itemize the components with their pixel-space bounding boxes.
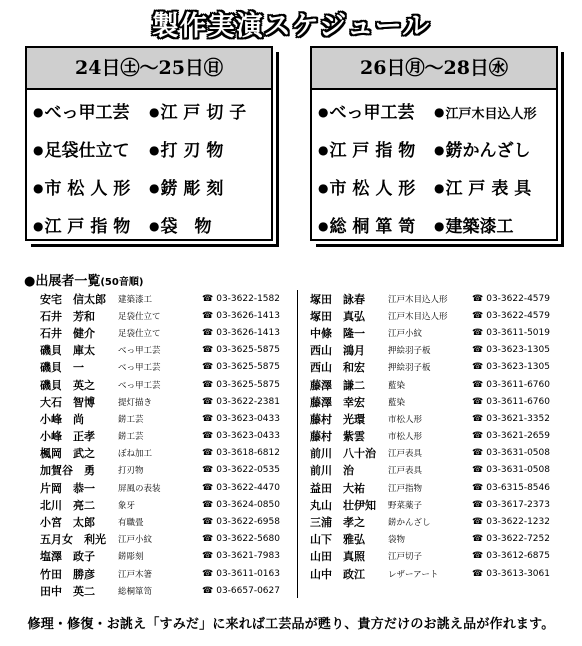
exhibitor-phone: 03-3625-5875 — [216, 379, 280, 390]
exhibitor-phone: 03-6315-8546 — [486, 482, 550, 493]
footer-message: 修理・修復・お誂え「すみだ」に来れば工芸品が甦り、貴方だけのお誂え品が作れます。 — [27, 617, 555, 632]
exhibitor-craft: 有職畳 — [118, 518, 144, 529]
exhibitor-phone: 03-3622-4579 — [486, 310, 550, 321]
exhibitor-row — [310, 428, 570, 445]
exhibitor-craft: 江戸表具 — [388, 466, 423, 477]
exhibitor-name: 藤村 光環 — [310, 412, 365, 426]
exhibitor-row — [40, 513, 300, 530]
exhibitor-phone: 03-3622-4579 — [486, 293, 550, 304]
phone-icon: ☎ — [202, 345, 214, 356]
exhibitor-column-right — [310, 290, 570, 582]
exhibitor-name: 五月女 利光 — [40, 533, 106, 547]
exhibitor-craft: 錺工芸 — [118, 414, 144, 425]
phone-icon: ☎ — [472, 345, 484, 356]
exhibitor-row — [310, 290, 570, 307]
exhibitor-phone: 03-3621-3352 — [486, 413, 550, 424]
exhibitor-craft: 藍染 — [388, 380, 406, 391]
phone-icon: ☎ — [472, 551, 484, 562]
exhibitor-craft: ぼね加工 — [118, 449, 153, 460]
phone-icon: ☎ — [472, 448, 484, 459]
column-divider — [297, 290, 298, 598]
phone-icon: ☎ — [472, 310, 484, 321]
schedule-period: 26日㊊～28日㊌ — [312, 48, 556, 90]
exhibitor-name: 丸山 壮伊知 — [310, 498, 376, 512]
exhibitor-phone: 03-3622-1582 — [216, 293, 280, 304]
phone-icon: ☎ — [202, 465, 214, 476]
exhibitor-phone: 03-3611-6760 — [486, 396, 550, 407]
phone-icon: ☎ — [472, 482, 484, 493]
craft-item: ●総 桐 箪 笥 — [318, 217, 416, 237]
exhibitor-craft: べっ甲工芸 — [118, 363, 161, 374]
exhibitor-list-heading: ●出展者一覧(50音順) — [24, 274, 144, 289]
exhibitor-name: 益田 大祐 — [310, 481, 365, 495]
page-title: 製作実演スケジュール — [151, 11, 431, 42]
exhibitor-craft: 総桐箪笥 — [118, 586, 153, 597]
exhibitor-row — [40, 582, 300, 599]
phone-icon: ☎ — [202, 499, 214, 510]
exhibitor-phone: 03-3617-2373 — [486, 499, 550, 510]
craft-item: ●江 戸 切 子 — [149, 103, 247, 123]
phone-icon: ☎ — [202, 310, 214, 321]
exhibitor-row — [310, 307, 570, 324]
phone-icon: ☎ — [472, 379, 484, 390]
exhibitor-name: 塚田 詠春 — [310, 292, 365, 306]
phone-icon: ☎ — [202, 585, 214, 596]
exhibitor-phone: 03-3622-0535 — [216, 465, 280, 476]
exhibitor-row — [310, 410, 570, 427]
exhibitor-phone: 03-3622-6958 — [216, 517, 280, 528]
phone-icon: ☎ — [472, 534, 484, 545]
phone-icon: ☎ — [202, 379, 214, 390]
exhibitor-craft: 野菜薬子 — [388, 500, 423, 511]
bullet-icon: ● — [24, 274, 36, 289]
exhibitor-phone: 03-3611-0163 — [216, 568, 280, 579]
exhibitor-row — [40, 445, 300, 462]
exhibitor-name: 西山 和宏 — [310, 361, 365, 375]
craft-item: ●打 刃 物 — [149, 141, 224, 161]
exhibitor-phone: 03-3622-7252 — [486, 534, 550, 545]
exhibitor-phone: 03-6657-0627 — [216, 585, 280, 596]
phone-icon: ☎ — [472, 465, 484, 476]
exhibitor-craft: 足袋仕立て — [118, 311, 161, 322]
exhibitor-name: 塩澤 政子 — [40, 550, 95, 564]
exhibitor-craft: べっ甲工芸 — [118, 380, 161, 391]
craft-grid — [27, 90, 271, 248]
phone-icon: ☎ — [202, 482, 214, 493]
phone-icon: ☎ — [472, 362, 484, 373]
exhibitor-craft: 藍染 — [388, 397, 406, 408]
exhibitor-phone: 03-3623-1305 — [486, 362, 550, 373]
exhibitor-name: 磯貝 英之 — [40, 378, 95, 392]
exhibitor-name: 磯貝 一 — [40, 361, 84, 375]
exhibitor-name: 小宮 太郎 — [40, 516, 95, 530]
exhibitor-craft: 錺かんざし — [388, 518, 431, 529]
phone-icon: ☎ — [202, 327, 214, 338]
exhibitor-name: 片岡 恭一 — [40, 481, 95, 495]
schedule-box-weekdays — [310, 46, 558, 241]
exhibitor-name: 前川 八十治 — [310, 447, 376, 461]
exhibitor-phone: 03-3623-1305 — [486, 345, 550, 356]
craft-item: ●江 戸 表 具 — [434, 179, 532, 199]
exhibitor-name: 藤澤 幸宏 — [310, 395, 365, 409]
exhibitor-craft: 象牙 — [118, 500, 136, 511]
exhibitor-phone: 03-3625-5875 — [216, 362, 280, 373]
exhibitor-phone: 03-3612-6875 — [486, 551, 550, 562]
exhibitor-phone: 03-3624-0850 — [216, 499, 280, 510]
exhibitor-name: 藤村 紫雲 — [310, 430, 365, 444]
phone-icon: ☎ — [202, 534, 214, 545]
craft-item: ●錺かんざし — [434, 141, 531, 161]
exhibitor-name: 中條 隆一 — [310, 326, 365, 340]
phone-icon: ☎ — [472, 396, 484, 407]
exhibitor-row — [310, 479, 570, 496]
phone-icon: ☎ — [202, 362, 214, 373]
exhibitor-craft: 打刃物 — [118, 466, 144, 477]
schedule-box-weekend — [25, 46, 273, 241]
exhibitor-name: 加賀谷 勇 — [40, 464, 95, 478]
exhibitor-craft: 江戸表具 — [388, 449, 423, 460]
exhibitor-row — [40, 531, 300, 548]
exhibitor-row — [310, 565, 570, 582]
exhibitor-craft: 建築漆工 — [118, 294, 153, 305]
exhibitor-row — [40, 290, 300, 307]
exhibitor-craft: 市松人形 — [388, 414, 423, 425]
exhibitor-name: 田中 英二 — [40, 584, 95, 598]
phone-icon: ☎ — [202, 431, 214, 442]
exhibitor-name: 西山 鴻月 — [310, 344, 365, 358]
exhibitor-row — [40, 342, 300, 359]
craft-item: ●べっ甲工芸 — [318, 103, 415, 123]
exhibitor-craft: 江戸小紋 — [118, 535, 153, 546]
exhibitor-row — [40, 307, 300, 324]
exhibitor-phone: 03-3625-5875 — [216, 345, 280, 356]
exhibitor-row — [40, 410, 300, 427]
exhibitor-name: 磯貝 庫太 — [40, 344, 95, 358]
exhibitor-craft: 錺彫刻 — [118, 552, 144, 563]
exhibitor-row — [40, 428, 300, 445]
exhibitor-row — [40, 359, 300, 376]
exhibitor-phone: 03-3622-4470 — [216, 482, 280, 493]
phone-icon: ☎ — [472, 413, 484, 424]
exhibitor-row — [310, 496, 570, 513]
exhibitor-row — [310, 531, 570, 548]
exhibitor-phone: 03-3631-0508 — [486, 448, 550, 459]
phone-icon: ☎ — [472, 568, 484, 579]
craft-item: ●足袋仕立て — [33, 141, 130, 161]
exhibitor-phone: 03-3622-2381 — [216, 396, 280, 407]
exhibitor-craft: 錺工芸 — [118, 432, 144, 443]
exhibitor-craft: 江戸木目込人形 — [388, 294, 448, 305]
exhibitor-craft: 提灯描き — [118, 397, 153, 408]
exhibitor-name: 石井 健介 — [40, 326, 95, 340]
exhibitor-name: 山中 政江 — [310, 567, 365, 581]
exhibitor-row — [310, 462, 570, 479]
exhibitor-phone: 03-3618-6812 — [216, 448, 280, 459]
exhibitor-row — [310, 548, 570, 565]
phone-icon: ☎ — [202, 293, 214, 304]
exhibitor-row — [310, 513, 570, 530]
phone-icon: ☎ — [472, 431, 484, 442]
exhibitor-phone: 03-3622-1232 — [486, 517, 550, 528]
phone-icon: ☎ — [202, 517, 214, 528]
craft-item: ●江 戸 指 物 — [318, 141, 416, 161]
craft-item: ●錺 彫 刻 — [149, 179, 224, 199]
exhibitor-name: 山田 真照 — [310, 550, 365, 564]
phone-icon: ☎ — [202, 448, 214, 459]
schedule-period: 24日㊏～25日㊐ — [27, 48, 271, 90]
exhibitor-name: 竹田 勝彦 — [40, 567, 95, 581]
exhibitor-row — [40, 496, 300, 513]
exhibitor-phone: 03-3611-6760 — [486, 379, 550, 390]
exhibitor-craft: 押絵羽子板 — [388, 346, 431, 357]
exhibitor-craft: 江戸指物 — [388, 483, 423, 494]
exhibitor-name: 大石 智博 — [40, 395, 95, 409]
exhibitor-row — [40, 479, 300, 496]
craft-item: ●べっ甲工芸 — [33, 103, 130, 123]
craft-item: ●江 戸 指 物 — [33, 217, 131, 237]
craft-grid — [312, 90, 556, 248]
exhibitor-name: 山下 雅弘 — [310, 533, 365, 547]
craft-item: ●市 松 人 形 — [318, 179, 416, 199]
phone-icon: ☎ — [202, 568, 214, 579]
exhibitor-phone: 03-3611-5019 — [486, 327, 550, 338]
exhibitor-phone: 03-3621-2659 — [486, 431, 550, 442]
exhibitor-row — [40, 565, 300, 582]
exhibitor-name: 小峰 正孝 — [40, 430, 95, 444]
exhibitor-phone: 03-3626-1413 — [216, 310, 280, 321]
exhibitor-phone: 03-3613-3061 — [486, 568, 550, 579]
exhibitor-name: 三浦 孝之 — [310, 516, 365, 530]
phone-icon: ☎ — [472, 327, 484, 338]
craft-item: ●袋 物 — [149, 217, 212, 237]
exhibitor-phone: 03-3621-7983 — [216, 551, 280, 562]
craft-item: ●江戸木目込人形 — [434, 105, 537, 122]
exhibitor-phone: 03-3623-0433 — [216, 431, 280, 442]
exhibitor-craft: 江戸切子 — [388, 552, 423, 563]
phone-icon: ☎ — [472, 499, 484, 510]
exhibitor-row — [40, 393, 300, 410]
craft-item: ●市 松 人 形 — [33, 179, 131, 199]
exhibitor-name: 小峰 尚 — [40, 412, 84, 426]
exhibitor-phone: 03-3626-1413 — [216, 327, 280, 338]
exhibitor-row — [40, 548, 300, 565]
phone-icon: ☎ — [202, 551, 214, 562]
exhibitor-row — [40, 324, 300, 341]
exhibitor-column-left — [40, 290, 300, 599]
exhibitor-craft: 江戸木箸 — [118, 569, 153, 580]
exhibitor-phone: 03-3631-0508 — [486, 465, 550, 476]
exhibitor-craft: 足袋仕立て — [118, 328, 161, 339]
exhibitor-row — [310, 393, 570, 410]
exhibitor-row — [40, 462, 300, 479]
exhibitor-row — [310, 342, 570, 359]
exhibitor-name: 前川 治 — [310, 464, 354, 478]
phone-icon: ☎ — [472, 517, 484, 528]
exhibitor-row — [310, 445, 570, 462]
exhibitor-craft: べっ甲工芸 — [118, 346, 161, 357]
exhibitor-phone: 03-3623-0433 — [216, 413, 280, 424]
phone-icon: ☎ — [202, 413, 214, 424]
exhibitor-name: 塚田 真弘 — [310, 309, 365, 323]
exhibitor-row — [310, 324, 570, 341]
exhibitor-craft: 屏風の表装 — [118, 483, 161, 494]
phone-icon: ☎ — [202, 396, 214, 407]
exhibitor-name: 楓岡 武之 — [40, 447, 95, 461]
exhibitor-row — [310, 376, 570, 393]
exhibitor-craft: 袋物 — [388, 535, 406, 546]
phone-icon: ☎ — [472, 293, 484, 304]
exhibitor-craft: 江戸木目込人形 — [388, 311, 448, 322]
exhibitor-row — [40, 376, 300, 393]
exhibitor-row — [310, 359, 570, 376]
exhibitor-name: 北川 亮二 — [40, 498, 95, 512]
exhibitor-name: 石井 芳和 — [40, 309, 95, 323]
exhibitor-craft: 市松人形 — [388, 432, 423, 443]
craft-item: ●建築漆工 — [434, 217, 514, 237]
exhibitor-phone: 03-3622-5680 — [216, 534, 280, 545]
exhibitor-name: 安宅 信太郎 — [40, 292, 106, 306]
exhibitor-name: 藤澤 謙二 — [310, 378, 365, 392]
exhibitor-craft: 押絵羽子板 — [388, 363, 431, 374]
exhibitor-craft: 江戸小紋 — [388, 328, 423, 339]
exhibitor-craft: レザーアート — [388, 569, 439, 580]
